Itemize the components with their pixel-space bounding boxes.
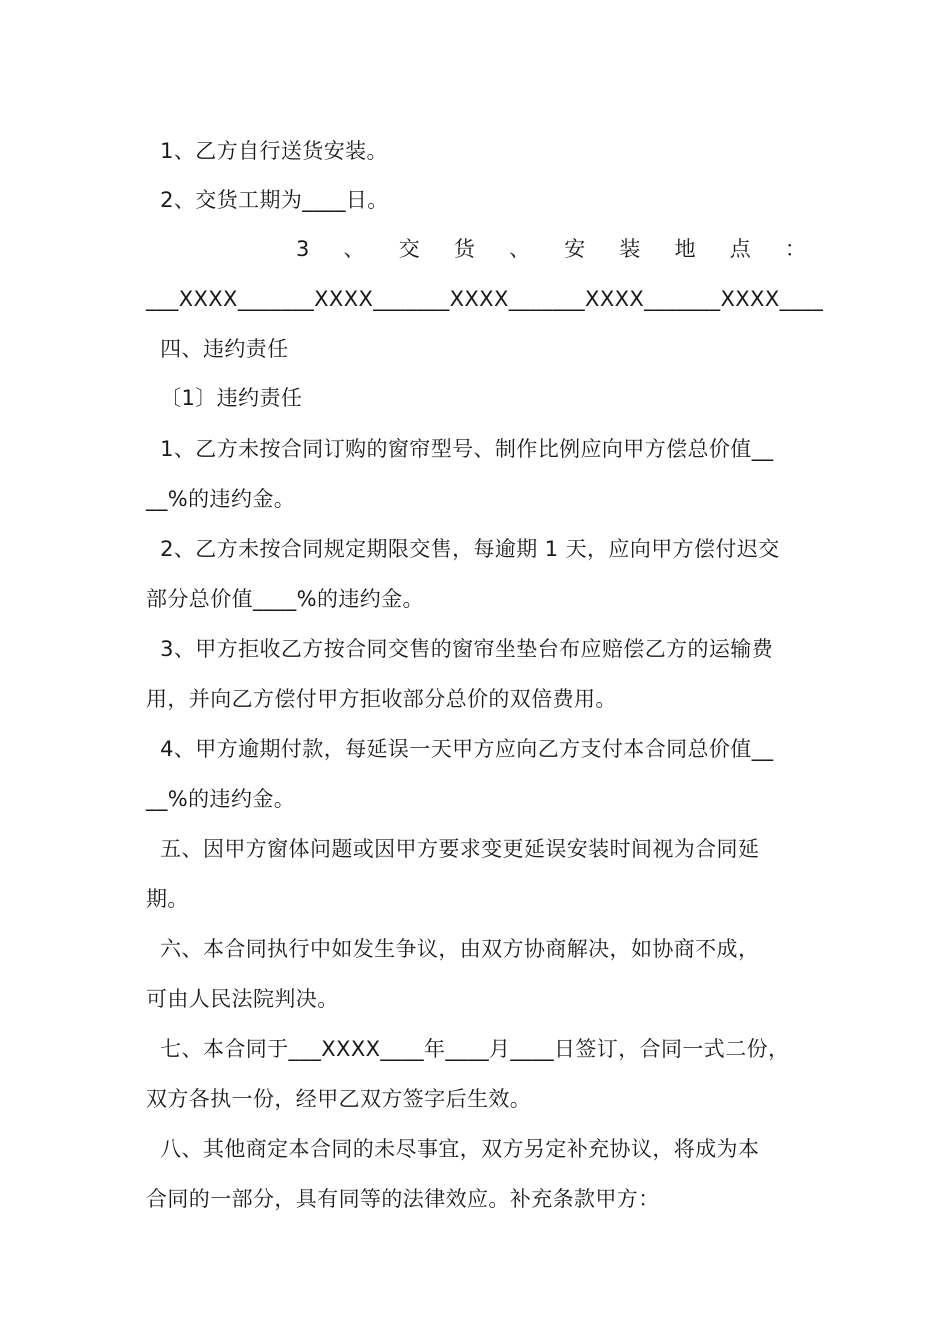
spread-char: 地 bbox=[674, 237, 696, 261]
section-six-line-2: 可由人民法院判决。 bbox=[146, 987, 339, 1011]
clause-delivery-period: 2、交货工期为____日。 bbox=[146, 188, 389, 212]
spread-char: 装 bbox=[619, 237, 641, 261]
section-seven-line-1: 七、本合同于___XXXX____年____月____日签订，合同一式二份， bbox=[146, 1037, 790, 1061]
breach-clause-1-line-2: __%的违约金。 bbox=[146, 487, 296, 511]
spread-char: 3 bbox=[296, 237, 310, 261]
breach-clause-2-line-1: 2、乙方未按合同规定期限交售，每逾期 1 天，应向甲方偿付迟交 bbox=[146, 537, 780, 561]
subsection-heading-breach: 〔1〕违约责任 bbox=[146, 386, 303, 410]
spread-char: 货 bbox=[453, 237, 475, 261]
breach-clause-4-line-1: 4、甲方逾期付款，每延误一天甲方应向乙方支付本合同总价值__ bbox=[146, 737, 774, 761]
section-eight-line-1: 八、其他商定本合同的未尽事宜，双方另定补充协议，将成为本 bbox=[146, 1137, 760, 1161]
section-five-line-1: 五、因甲方窗体问题或因甲方要求变更延误安装时间视为合同延 bbox=[146, 837, 760, 861]
section-seven-line-2: 双方各执一份，经甲乙双方签字后生效。 bbox=[146, 1087, 532, 1111]
spread-char: 安 bbox=[564, 237, 586, 261]
breach-clause-2-line-2: 部分总价值____%的违约金。 bbox=[146, 587, 424, 611]
breach-clause-3-line-1: 3、甲方拒收乙方按合同交售的窗帘坐垫台布应赔偿乙方的运输费 bbox=[146, 637, 774, 661]
breach-clause-1-line-1: 1、乙方未按合同订购的窗帘型号、制作比例应向甲方偿总价值__ bbox=[146, 437, 774, 461]
clause-delivery-location-blanks: ___XXXX_______XXXX_______XXXX_______XXXX_______XXXX____ bbox=[146, 287, 824, 311]
section-eight-line-2: 合同的一部分，具有同等的法律效应。补充条款甲方： bbox=[146, 1187, 660, 1211]
section-six-line-1: 六、本合同执行中如发生争议，由双方协商解决，如协商不成， bbox=[146, 937, 760, 961]
spread-char: 、 bbox=[343, 237, 365, 261]
clause-delivery-self: 1、乙方自行送货安装。 bbox=[146, 139, 388, 163]
section-five-line-2: 期。 bbox=[146, 887, 189, 911]
spread-char: 交 bbox=[398, 237, 420, 261]
breach-clause-4-line-2: __%的违约金。 bbox=[146, 787, 296, 811]
spread-char: 、 bbox=[509, 237, 531, 261]
breach-clause-3-line-2: 用，并向乙方偿付甲方拒收部分总价的双倍费用。 bbox=[146, 687, 617, 711]
clause-delivery-location-heading bbox=[296, 234, 806, 264]
spread-char: ： bbox=[784, 237, 806, 261]
spread-char: 点 bbox=[729, 237, 751, 261]
section-heading-breach: 四、违约责任 bbox=[146, 337, 289, 361]
